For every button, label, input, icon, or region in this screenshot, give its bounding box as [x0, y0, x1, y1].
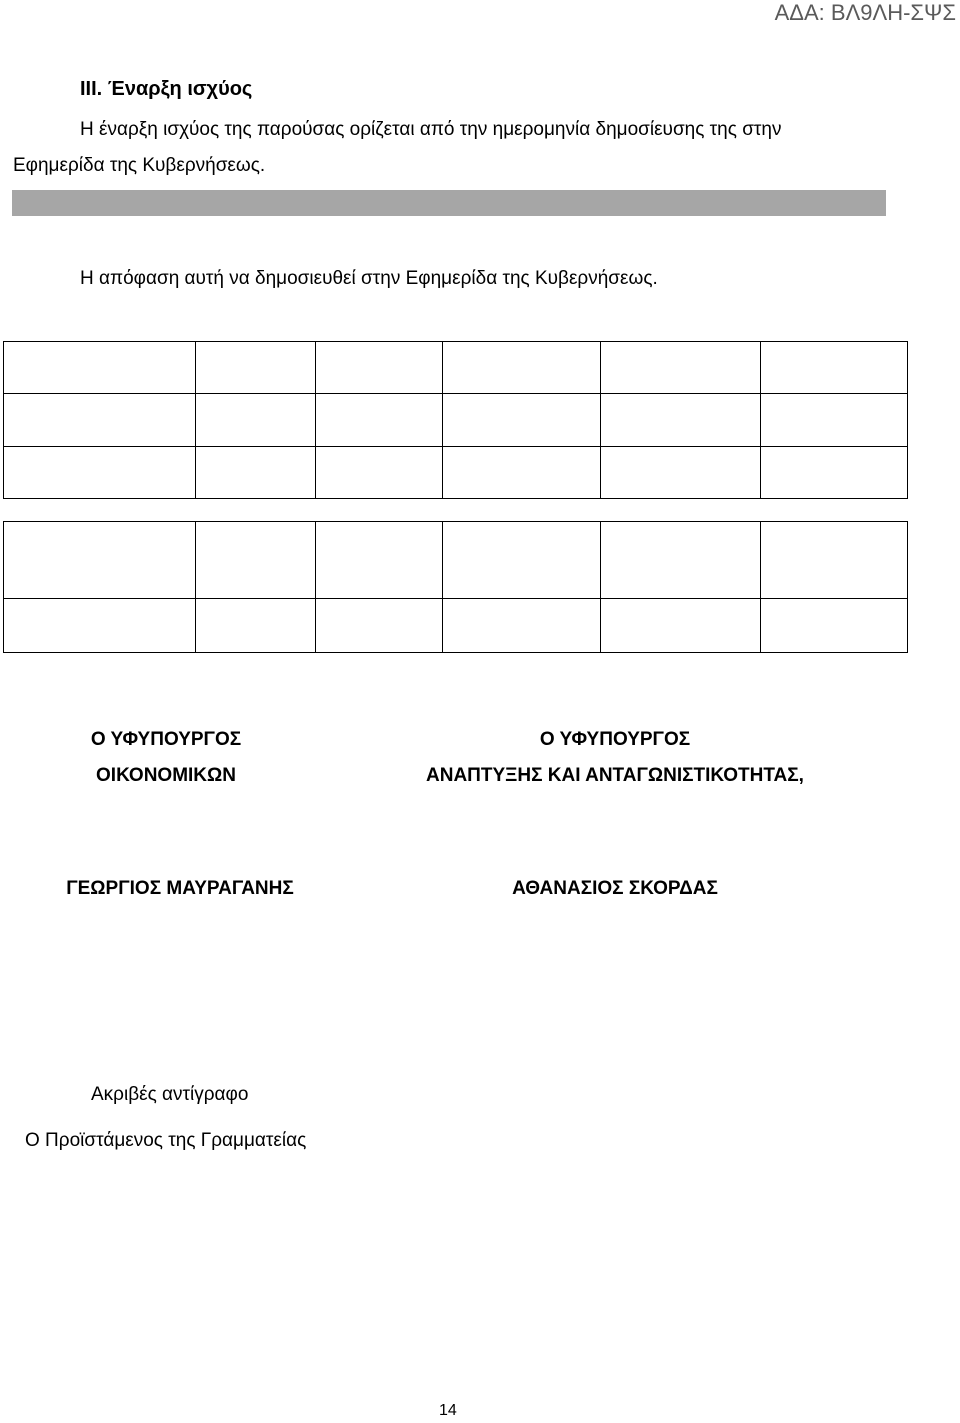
table-cell: [196, 342, 316, 394]
table-row: [4, 447, 908, 499]
table-cell: [196, 599, 316, 653]
table-cell: [4, 342, 196, 394]
gray-separator-bar: [12, 190, 886, 216]
table-cell: [196, 522, 316, 599]
table-cell: [196, 447, 316, 499]
table-cell: [443, 522, 601, 599]
table-cell: [4, 522, 196, 599]
empty-table-bottom: [3, 521, 908, 653]
table-cell: [601, 522, 761, 599]
table-cell: [316, 394, 443, 447]
table-cell: [443, 447, 601, 499]
right-signatory-title: Ο ΥΦΥΠΟΥΡΓΟΣ: [539, 729, 691, 750]
left-signatory-ministry: ΟΙΚΟΝΟΜΙΚΩΝ: [96, 765, 236, 786]
table-cell: [761, 394, 908, 447]
certified-copy-label: Ακριβές αντίγραφο: [91, 1084, 249, 1105]
table-cell: [196, 394, 316, 447]
table-cell: [443, 342, 601, 394]
table-cell: [443, 394, 601, 447]
table-cell: [601, 394, 761, 447]
ada-code: ΑΔΑ: ΒΛ9ΛΗ-ΣΨΣ: [774, 0, 956, 25]
section-title: III. Έναρξη ισχύος: [80, 78, 253, 100]
right-signatory-ministry: ΑΝΑΠΤΥΞΗΣ ΚΑΙ ΑΝΤΑΓΩΝΙΣΤΙΚΟΤΗΤΑΣ,: [426, 765, 804, 786]
table-row: [4, 394, 908, 447]
left-signatory-title: Ο ΥΦΥΠΟΥΡΓΟΣ: [90, 729, 242, 750]
secretariat-head-label: Ο Προϊστάμενος της Γραμματείας: [25, 1130, 307, 1151]
table-cell: [316, 522, 443, 599]
effective-date-paragraph-line1: Η έναρξη ισχύος της παρούσας ορίζεται από την ημερομηνία δημοσίευσης της στην: [80, 119, 782, 140]
table-cell: [443, 599, 601, 653]
table-cell: [316, 599, 443, 653]
table-cell: [4, 394, 196, 447]
table-cell: [4, 599, 196, 653]
empty-table-top: [3, 341, 908, 499]
right-signatory-name: ΑΘΑΝΑΣΙΟΣ ΣΚΟΡΔΑΣ: [512, 878, 718, 899]
table-cell: [4, 447, 196, 499]
table-cell: [601, 447, 761, 499]
table-cell: [601, 599, 761, 653]
table-cell: [761, 522, 908, 599]
table-row: [4, 599, 908, 653]
left-signatory-name: ΓΕΩΡΓΙΟΣ ΜΑΥΡΑΓΑΝΗΣ: [66, 878, 294, 899]
table-cell: [316, 342, 443, 394]
effective-date-paragraph-line2: Εφημερίδα της Κυβερνήσεως.: [13, 155, 266, 176]
table-row: [4, 342, 908, 394]
table-cell: [601, 342, 761, 394]
table-cell: [761, 447, 908, 499]
table-cell: [761, 342, 908, 394]
table-cell: [761, 599, 908, 653]
table-row: [4, 522, 908, 599]
table-cell: [316, 447, 443, 499]
page-number: 14: [439, 1402, 457, 1419]
publication-paragraph: Η απόφαση αυτή να δημοσιευθεί στην Εφημερίδα της Κυβερνήσεως.: [80, 268, 658, 289]
